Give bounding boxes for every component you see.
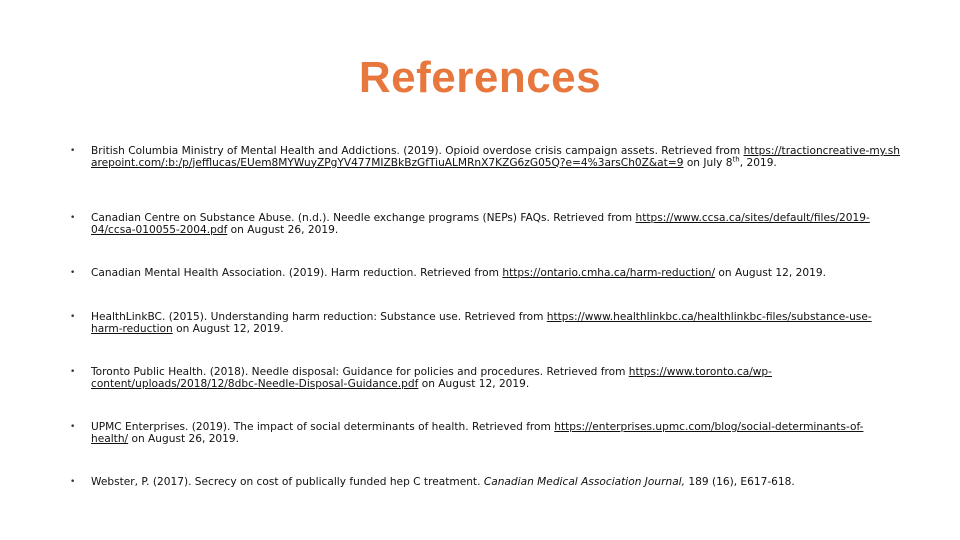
reference-text bbox=[91, 477, 900, 489]
bullet: • bbox=[70, 422, 76, 432]
journal-title: Canadian Medical Association Journal, bbox=[483, 476, 685, 488]
reference-item bbox=[70, 213, 900, 236]
reference-citation: British Columbia Ministry of Mental Health and Addictions. (2019). Opioid overdose crisis campaign assets. Retrieved from bbox=[91, 145, 744, 157]
reference-retrieved: on August 12, 2019. bbox=[715, 267, 826, 279]
reference-year: , 2019. bbox=[739, 156, 777, 169]
bullet: • bbox=[70, 213, 76, 223]
reference-item bbox=[70, 422, 900, 445]
reference-superscript: th bbox=[732, 154, 740, 163]
reference-link[interactable]: https://ontario.cmha.ca/harm-reduction/ bbox=[502, 267, 716, 279]
reference-text bbox=[91, 367, 900, 390]
reference-link[interactable]: https://enterprises.upmc.com/blog/social-determinants-of-health/ bbox=[91, 421, 864, 445]
reference-citation: Canadian Mental Health Association. (2019). Harm reduction. Retrieved from bbox=[91, 267, 503, 279]
reference-retrieved: on August 12, 2019. bbox=[172, 322, 284, 335]
reference-citation: UPMC Enterprises. (2019). The impact of social determinants of health. Retrieved from bbox=[91, 421, 555, 433]
reference-citation: HealthLinkBC. (2015). Understanding harm reduction: Substance use. Retrieved from bbox=[91, 311, 547, 323]
reference-volume: 189 (16), E617-618. bbox=[685, 476, 795, 488]
reference-item bbox=[70, 312, 900, 335]
reference-retrieved: on August 26, 2019. bbox=[128, 432, 240, 445]
reference-text bbox=[91, 422, 900, 445]
reference-text bbox=[91, 312, 900, 335]
page-title: References bbox=[358, 53, 602, 102]
reference-item bbox=[70, 146, 900, 169]
bullet: • bbox=[70, 477, 76, 487]
reference-item bbox=[70, 268, 900, 280]
reference-item bbox=[70, 477, 900, 489]
reference-text bbox=[91, 213, 900, 236]
reference-retrieved: on August 26, 2019. bbox=[227, 223, 339, 236]
reference-citation: Webster, P. (2017). Secrecy on cost of publically funded hep C treatment. bbox=[91, 476, 484, 488]
reference-link[interactable]: https://www.ccsa.ca/sites/default/files/2019-04/ccsa-010055-2004.pdf bbox=[91, 212, 870, 236]
bullet: • bbox=[70, 367, 76, 377]
reference-retrieved: on August 12, 2019. bbox=[418, 377, 530, 390]
reference-citation: Toronto Public Health. (2018). Needle disposal: Guidance for policies and procedures. Retrieved from bbox=[91, 366, 629, 378]
reference-text bbox=[91, 146, 900, 169]
reference-retrieved: on July 8 bbox=[683, 156, 733, 169]
bullet: • bbox=[70, 268, 76, 278]
reference-item bbox=[70, 367, 900, 390]
reference-link[interactable]: https://tractioncreative-my.sharepoint.com/:b:/p/jefflucas/EUem8MYWuyZPgYV477MIZBkBzGfTiuALMRnX7KZG6zG05Q?e=4%3arsCh0Z&at=9 bbox=[91, 145, 901, 169]
bullet: • bbox=[70, 146, 76, 156]
reference-link[interactable]: https://www.healthlinkbc.ca/healthlinkbc-files/substance-use-harm-reduction bbox=[91, 311, 872, 335]
bullet: • bbox=[70, 312, 76, 322]
reference-text bbox=[91, 268, 900, 280]
reference-link[interactable]: https://www.toronto.ca/wp-content/uploads/2018/12/8dbc-Needle-Disposal-Guidance.pdf bbox=[91, 366, 772, 390]
reference-citation: Canadian Centre on Substance Abuse. (n.d.). Needle exchange programs (NEPs) FAQs. Retrieved from bbox=[91, 212, 636, 224]
